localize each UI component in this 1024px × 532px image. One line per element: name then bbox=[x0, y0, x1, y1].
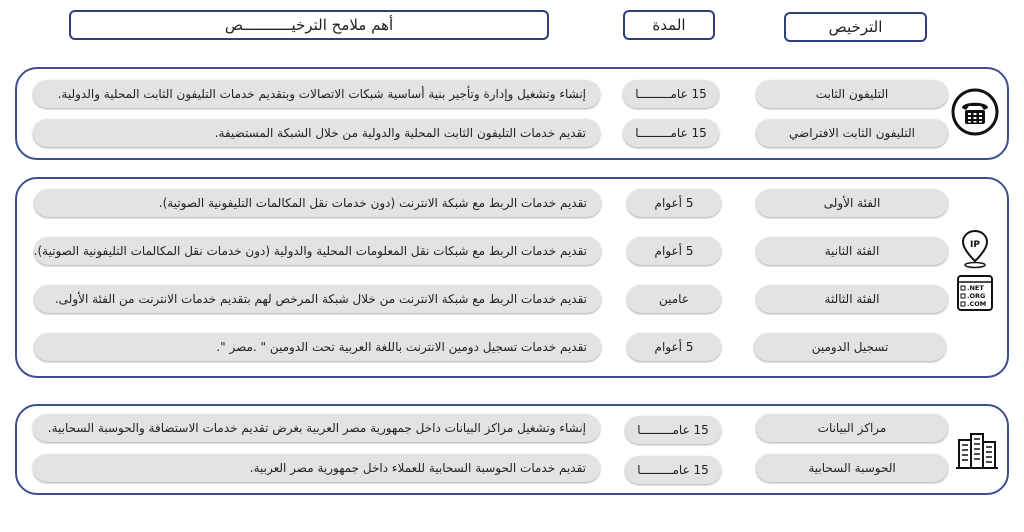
header-features: أهم ملامح الترخيـــــــــــص bbox=[69, 10, 549, 40]
license-pill: التليفون الثابت bbox=[756, 80, 948, 108]
description-pill: إنشاء وتشغيل مراكز البيانات داخل جمهورية مصر العربية بغرض تقديم خدمات الاستضافة والحوسبة السحابية. bbox=[33, 414, 600, 442]
header-duration: المدة bbox=[623, 10, 715, 40]
license-pill: الفئة الثالثة bbox=[756, 285, 948, 313]
header-license: الترخيص bbox=[784, 12, 927, 42]
duration-pill: 15 عامـــــــــا bbox=[623, 119, 719, 147]
duration-pill: 5 أعوام bbox=[627, 189, 721, 217]
group-fixed-telephone bbox=[15, 67, 1009, 160]
license-pill: الفئة الأولى bbox=[756, 189, 948, 217]
domain-net-org-com-icon bbox=[955, 273, 995, 313]
group-internet bbox=[15, 177, 1009, 378]
domain-net-label: .NET bbox=[967, 284, 984, 292]
description-pill: تقديم خدمات الربط مع شبكة الانترنت من خلال شبكة المرخص لهم بتقديم خدمات الانترنت من الفئة الأولى. bbox=[34, 285, 601, 313]
license-pill: التليفون الثابت الافتراضي bbox=[756, 119, 948, 147]
license-pill: تسجيل الدومين bbox=[754, 333, 946, 361]
domain-com-label: .COM bbox=[967, 300, 987, 308]
duration-pill: عامين bbox=[627, 285, 721, 313]
ip-location-icon bbox=[960, 229, 990, 269]
duration-pill: 5 أعوام bbox=[627, 333, 721, 361]
telephone-icon bbox=[949, 86, 1001, 138]
data-center-buildings-icon bbox=[953, 428, 1001, 472]
duration-pill: 5 أعوام bbox=[627, 237, 721, 265]
description-pill: تقديم خدمات التليفون الثابت المحلية والدولية من خلال الشبكة المستضيفة. bbox=[33, 119, 600, 147]
ip-label: IP bbox=[970, 240, 980, 250]
duration-pill: 15 عامـــــــــا bbox=[625, 456, 721, 484]
license-pill: مراكز البيانات bbox=[756, 414, 948, 442]
description-pill: إنشاء وتشغيل وإدارة وتأجير بنية أساسية شبكات الاتصالات وبتقديم خدمات التليفون الثابت المحلية والدولية. bbox=[33, 80, 600, 108]
duration-pill: 15 عامـــــــــا bbox=[625, 416, 721, 444]
license-pill: الفئة الثانية bbox=[756, 237, 948, 265]
duration-pill: 15 عامـــــــــا bbox=[623, 80, 719, 108]
group-data-centers bbox=[15, 404, 1009, 495]
description-pill: تقديم خدمات تسجيل دومين الانترنت باللغة العربية تحت الدومين " .مصر ". bbox=[34, 333, 601, 361]
description-pill: تقديم خدمات الربط مع شبكات نقل المعلومات المحلية والدولية (دون خدمات نقل المكالمات التليفونية الصوتية). bbox=[34, 237, 601, 265]
description-pill: تقديم خدمات الربط مع شبكة الانترنت (دون خدمات نقل المكالمات التليفونية الصوتية). bbox=[34, 189, 601, 217]
license-pill: الحوسبة السحابية bbox=[756, 454, 948, 482]
description-pill: تقديم خدمات الحوسبة السحابية للعملاء داخل جمهورية مصر العربية. bbox=[33, 454, 600, 482]
domain-org-label: .ORG bbox=[967, 292, 986, 300]
